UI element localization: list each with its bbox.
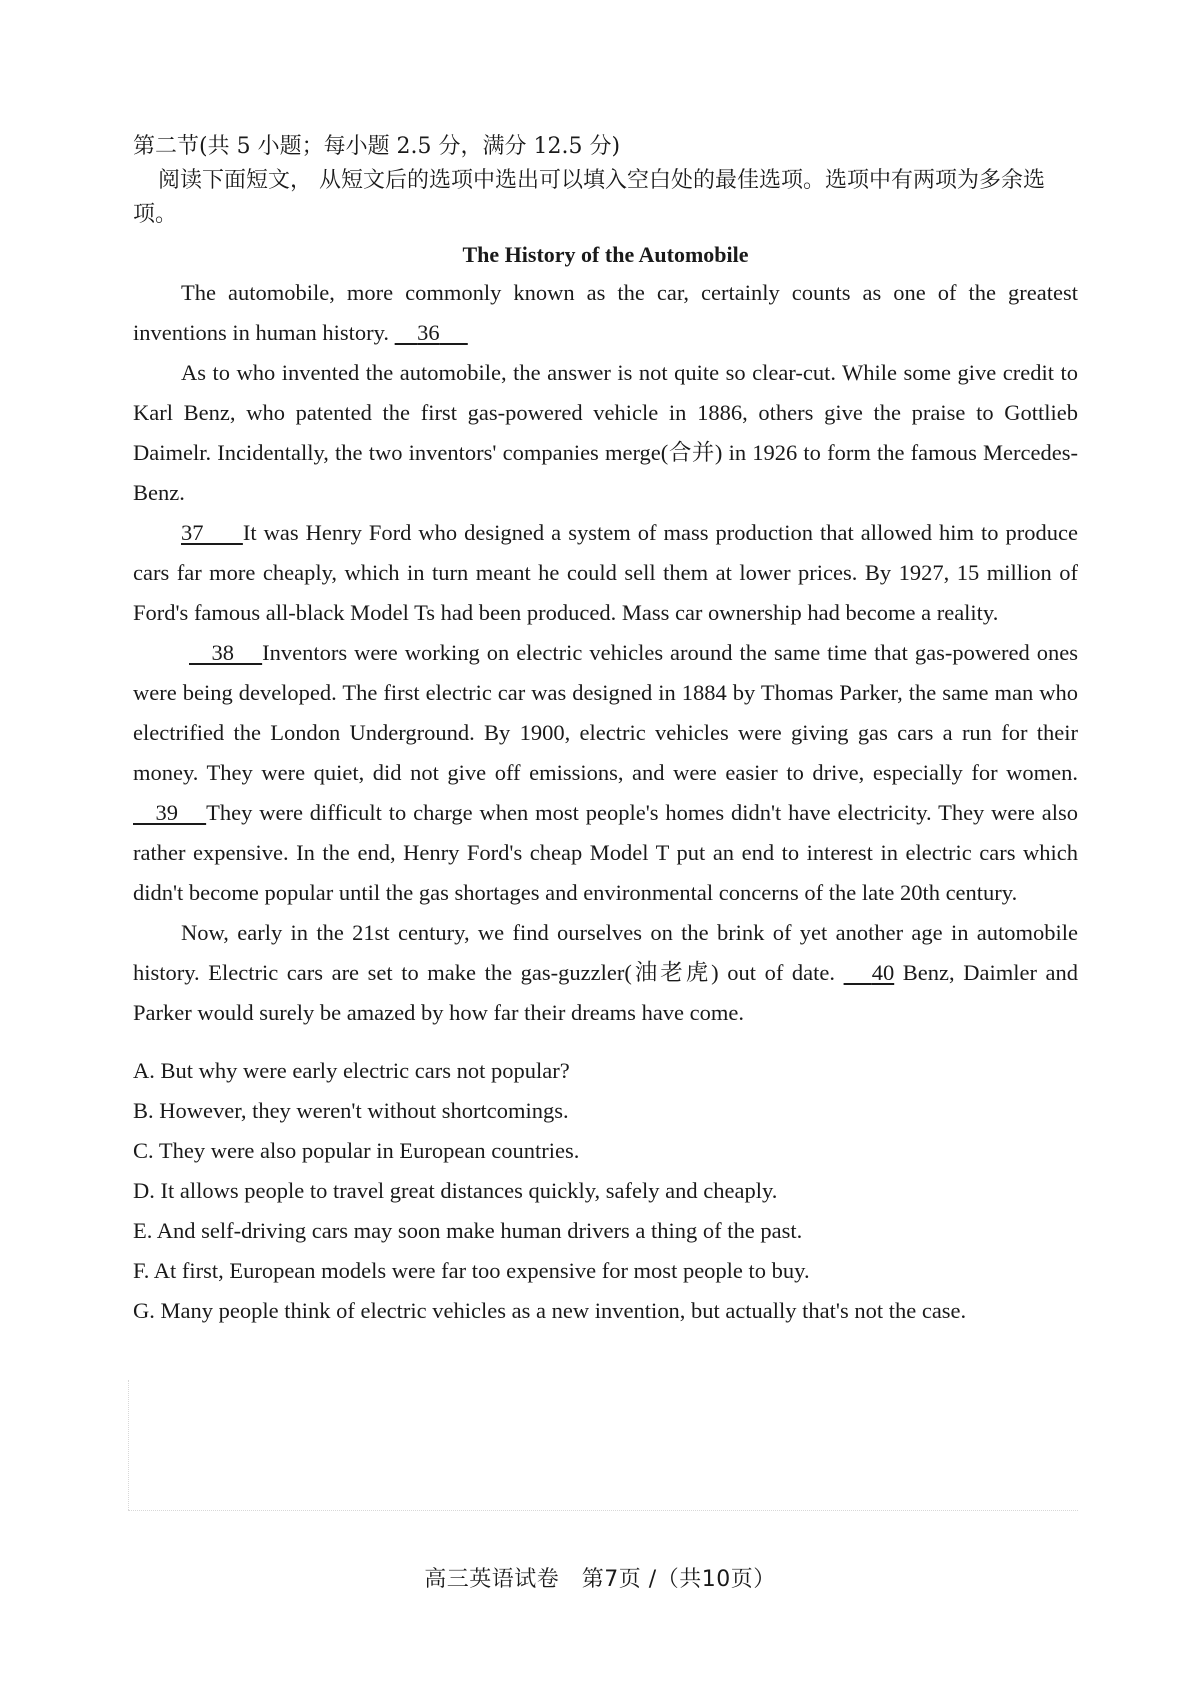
paragraph-1 xyxy=(133,273,1078,353)
dotted-border-bottom xyxy=(128,1510,1078,1511)
passage-title: The History of the Automobile xyxy=(462,242,749,267)
section-heading: 第二节(共 5 小题；每小题 2.5 分，满分 12.5 分) xyxy=(133,134,621,159)
blank-40: 40 xyxy=(871,960,895,985)
blank-37: 37 xyxy=(181,520,204,545)
dotted-border-left xyxy=(128,1380,129,1510)
section-instruction: 阅读下面短文， 从短文后的选项中选出可以填入空白处的最佳选项。选项中有两项为多余选项。 xyxy=(133,168,1045,227)
option-e: E. And self-driving cars may soon make human drivers a thing of the past. xyxy=(133,1218,803,1243)
exam-page xyxy=(133,130,1078,1331)
paragraph-2: As to who invented the automobile, the answer is not quite so clear-cut. While some give credit to Karl Benz, who patented the first gas-powered vehicle in 1886, others give the praise to Gottlieb Daimelr. Incidentally, the two inventors' companies merge(合并) in 1926 to form the famous Mercedes-Benz. xyxy=(133,360,1078,505)
blank-38: 38 xyxy=(211,640,234,665)
paragraph-3 xyxy=(133,513,1078,633)
option-g: G. Many people think of electric vehicles as a new invention, but actually that's not the case. xyxy=(133,1298,967,1323)
option-f: F. At first, European models were far too expensive for most people to buy. xyxy=(133,1258,810,1283)
options-list xyxy=(133,1051,1078,1331)
option-b: B. However, they weren't without shortcomings. xyxy=(133,1098,569,1123)
blank-36: 36 xyxy=(417,320,440,345)
option-d: D. It allows people to travel great distances quickly, safely and cheaply. xyxy=(133,1178,778,1203)
paragraph-4-text-2: They were difficult to charge when most people's homes didn't have electricity. They were also rather expensive. In the end, Henry Ford's cheap Model T put an end to interest in electric cars which didn't become popular until the gas shortages and environmental concerns of the late 20th century. xyxy=(133,800,1078,905)
option-a: A. But why were early electric cars not popular? xyxy=(133,1058,570,1083)
paragraph-1-text: The automobile, more commonly known as the car, certainly counts as one of the greatest inventions in human history. xyxy=(133,280,1078,345)
page-footer: 高三英语试卷 第7页 /（共10页） xyxy=(424,1567,776,1592)
paragraph-5 xyxy=(133,913,1078,1033)
paragraph-4-text-1: Inventors were working on electric vehicles around the same time that gas-powered ones were being developed. The first electric car was designed in 1884 by Thomas Parker, the same man who electrified the London Underground. By 1900, electric vehicles were giving gas cars a run for their money. They were quiet, did not give off emissions, and were easier to drive, especially for women. xyxy=(133,640,1078,785)
option-c: C. They were also popular in European countries. xyxy=(133,1138,580,1163)
paragraph-4 xyxy=(133,633,1078,913)
paragraph-3-text: It was Henry Ford who designed a system of mass production that allowed him to produce cars far more cheaply, which in turn meant he could sell them at lower prices. By 1927, 15 million of Ford's famous all-black Model Ts had been produced. Mass car ownership had become a reality. xyxy=(133,520,1078,625)
paragraph-5-text-2: Benz, Daimler and Parker would surely be amazed by how far their dreams have come. xyxy=(133,960,1079,1025)
paragraph-5-text-1: Now, early in the 21st century, we find ourselves on the brink of yet another age in automobile history. Electric cars are set to make the gas-guzzler(油老虎) out of date. xyxy=(133,920,1078,985)
blank-39: 39 xyxy=(155,800,178,825)
